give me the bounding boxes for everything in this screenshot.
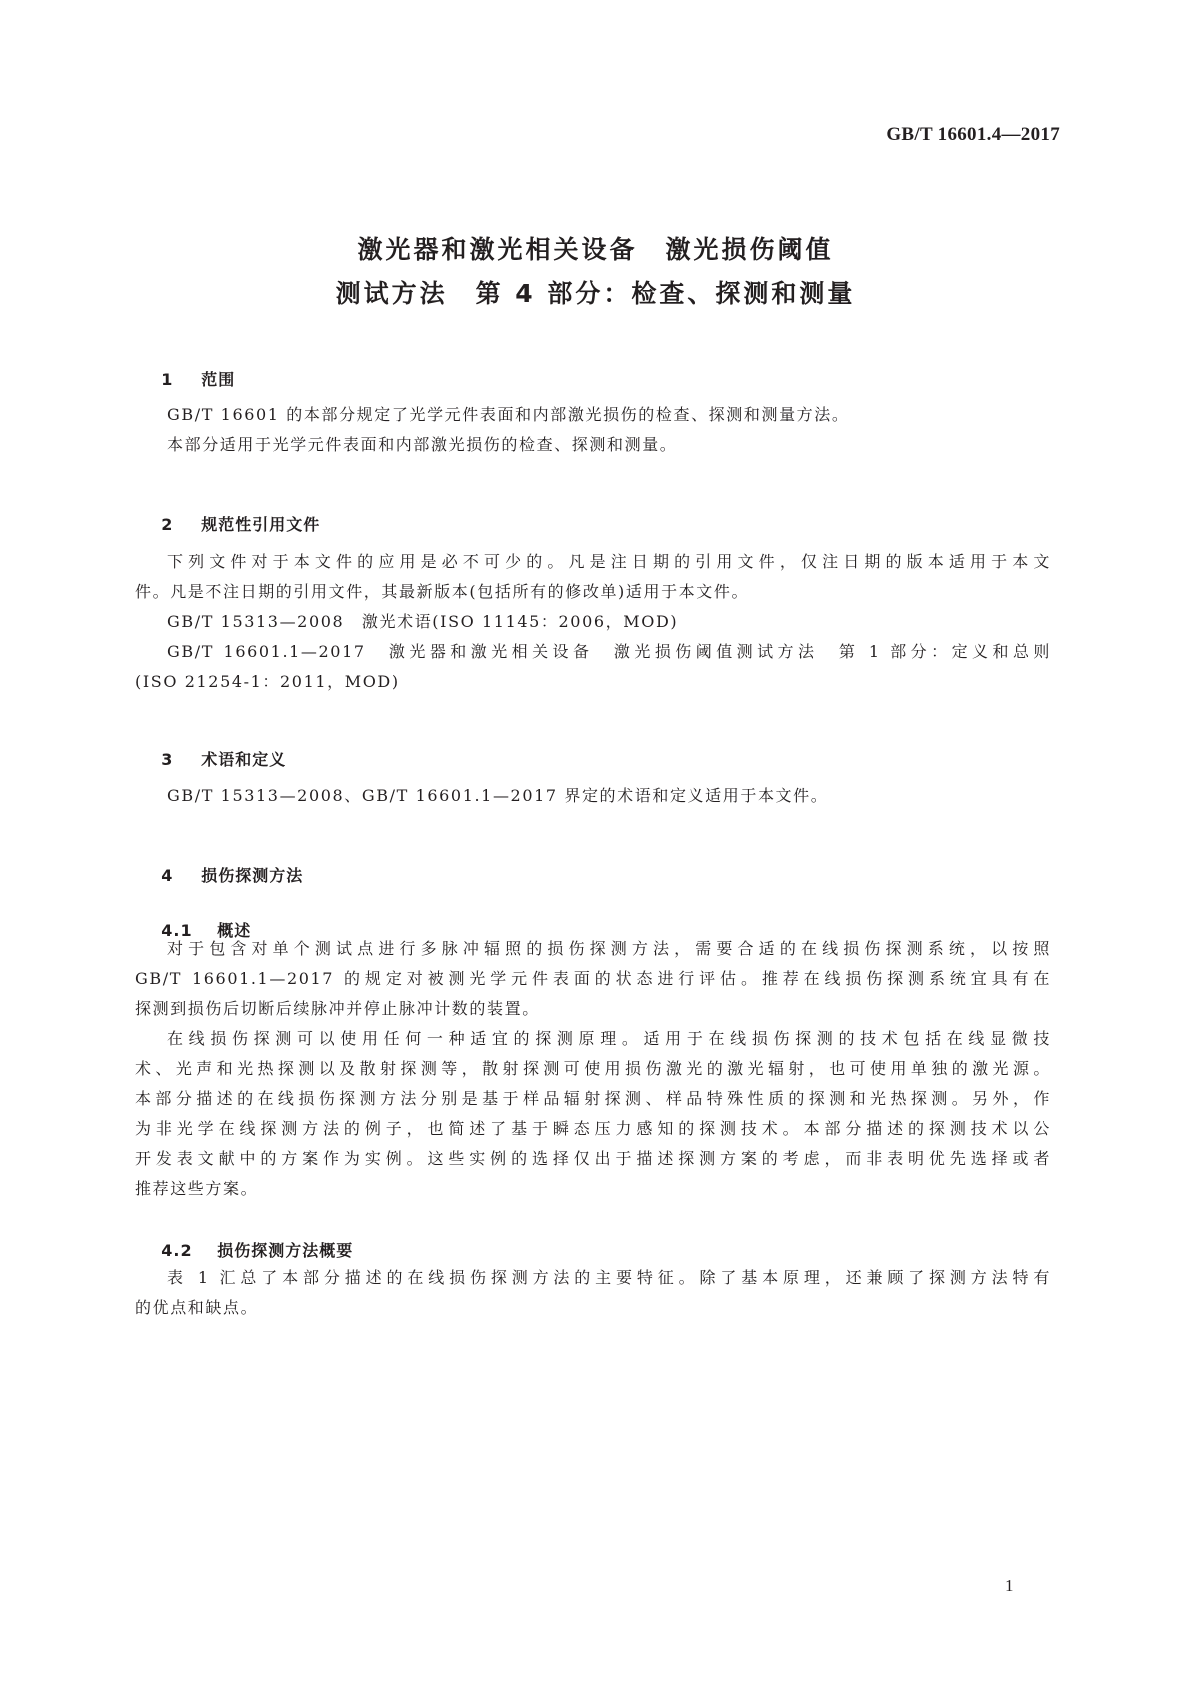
paragraph-line: 表 1 汇总了本部分描述的在线损伤探测方法的主要特征。除了基本原理，还兼顾了探测方法特有 xyxy=(167,1268,1051,1287)
section-3-body xyxy=(135,781,1051,811)
section-number: 2 xyxy=(161,515,174,534)
section-number: 4 xyxy=(161,866,174,885)
paragraph-line: GB/T 16601.1—2017 的规定对被测光学元件表面的状态进行评估。推荐在线损伤探测系统宜具有在 xyxy=(135,969,1051,988)
document-title-line-1: 激光器和激光相关设备 激光损伤阈值 xyxy=(357,235,834,264)
section-number: 4.1 xyxy=(161,921,193,940)
paragraph-line: 本部分描述的在线损伤探测方法分别是基于样品辐射探测、样品特殊性质的探测和光热探测。另外，作 xyxy=(135,1089,1051,1108)
section-title: 术语和定义 xyxy=(201,750,287,769)
paragraph-line: 件。凡是不注日期的引用文件，其最新版本(包括所有的修改单)适用于本文件。 xyxy=(135,582,750,601)
section-title: 损伤探测方法概要 xyxy=(217,1241,354,1260)
paragraph-line: 在线损伤探测可以使用任何一种适宜的探测原理。适用于在线损伤探测的技术包括在线显微技 xyxy=(167,1029,1051,1048)
paragraph-line: 术、光声和光热探测以及散射探测等，散射探测可使用损伤激光的激光辐射，也可使用单独的激光源。 xyxy=(135,1059,1051,1078)
document-title-line-2: 测试方法 第 4 部分：检查、探测和测量 xyxy=(335,279,856,308)
paragraph: GB/T 16601 的本部分规定了光学元件表面和内部激光损伤的检查、探测和测量方法。 xyxy=(167,405,850,424)
section-title: 规范性引用文件 xyxy=(201,515,321,534)
section-4-1-body xyxy=(135,934,1051,1204)
section-title: 损伤探测方法 xyxy=(201,866,304,885)
section-4-heading xyxy=(135,844,303,905)
reference-entry: GB/T 16601.1—2017 激光器和激光相关设备 激光损伤阈值测试方法 第 1 部分：定义和总则 xyxy=(167,642,1051,661)
section-title: 范围 xyxy=(201,370,236,389)
paragraph-line: 的优点和缺点。 xyxy=(135,1298,259,1317)
paragraph-line: 对于包含对单个测试点进行多脉冲辐照的损伤探测方法，需要合适的在线损伤探测系统，以按照 xyxy=(167,939,1051,958)
section-4-2-body xyxy=(135,1263,1051,1323)
section-title: 概述 xyxy=(217,921,252,940)
section-1-body xyxy=(135,400,1051,460)
section-number: 3 xyxy=(161,750,174,769)
paragraph-line: 探测到损伤后切断后续脉冲并停止脉冲计数的装置。 xyxy=(135,999,540,1018)
section-number: 1 xyxy=(161,370,174,389)
section-number: 4.2 xyxy=(161,1241,193,1260)
page-number: 1 xyxy=(1005,1576,1014,1595)
reference-entry: GB/T 15313—2008 激光术语(ISO 11145：2006，MOD) xyxy=(167,612,679,631)
paragraph-line: 为非光学在线探测方法的例子，也简述了基于瞬态压力感知的探测技术。本部分描述的探测技术以公 xyxy=(135,1119,1051,1138)
paragraph-line: 推荐这些方案。 xyxy=(135,1179,259,1198)
paragraph-line: 开发表文献中的方案作为实例。这些实例的选择仅出于描述探测方案的考虑，而非表明优先选择或者 xyxy=(135,1149,1051,1168)
section-2-body xyxy=(135,547,1051,697)
reference-entry-continued: (ISO 21254-1：2011，MOD) xyxy=(135,672,400,691)
paragraph: GB/T 15313—2008、GB/T 16601.1—2017 界定的术语和定义适用于本文件。 xyxy=(167,786,829,805)
standard-code: GB/T 16601.4—2017 xyxy=(886,124,1060,145)
paragraph-line: 下列文件对于本文件的应用是必不可少的。凡是注日期的引用文件，仅注日期的版本适用于本文 xyxy=(167,552,1051,571)
section-2-heading xyxy=(135,493,320,554)
paragraph: 本部分适用于光学元件表面和内部激光损伤的检查、探测和测量。 xyxy=(167,435,678,454)
section-3-heading xyxy=(135,728,286,789)
